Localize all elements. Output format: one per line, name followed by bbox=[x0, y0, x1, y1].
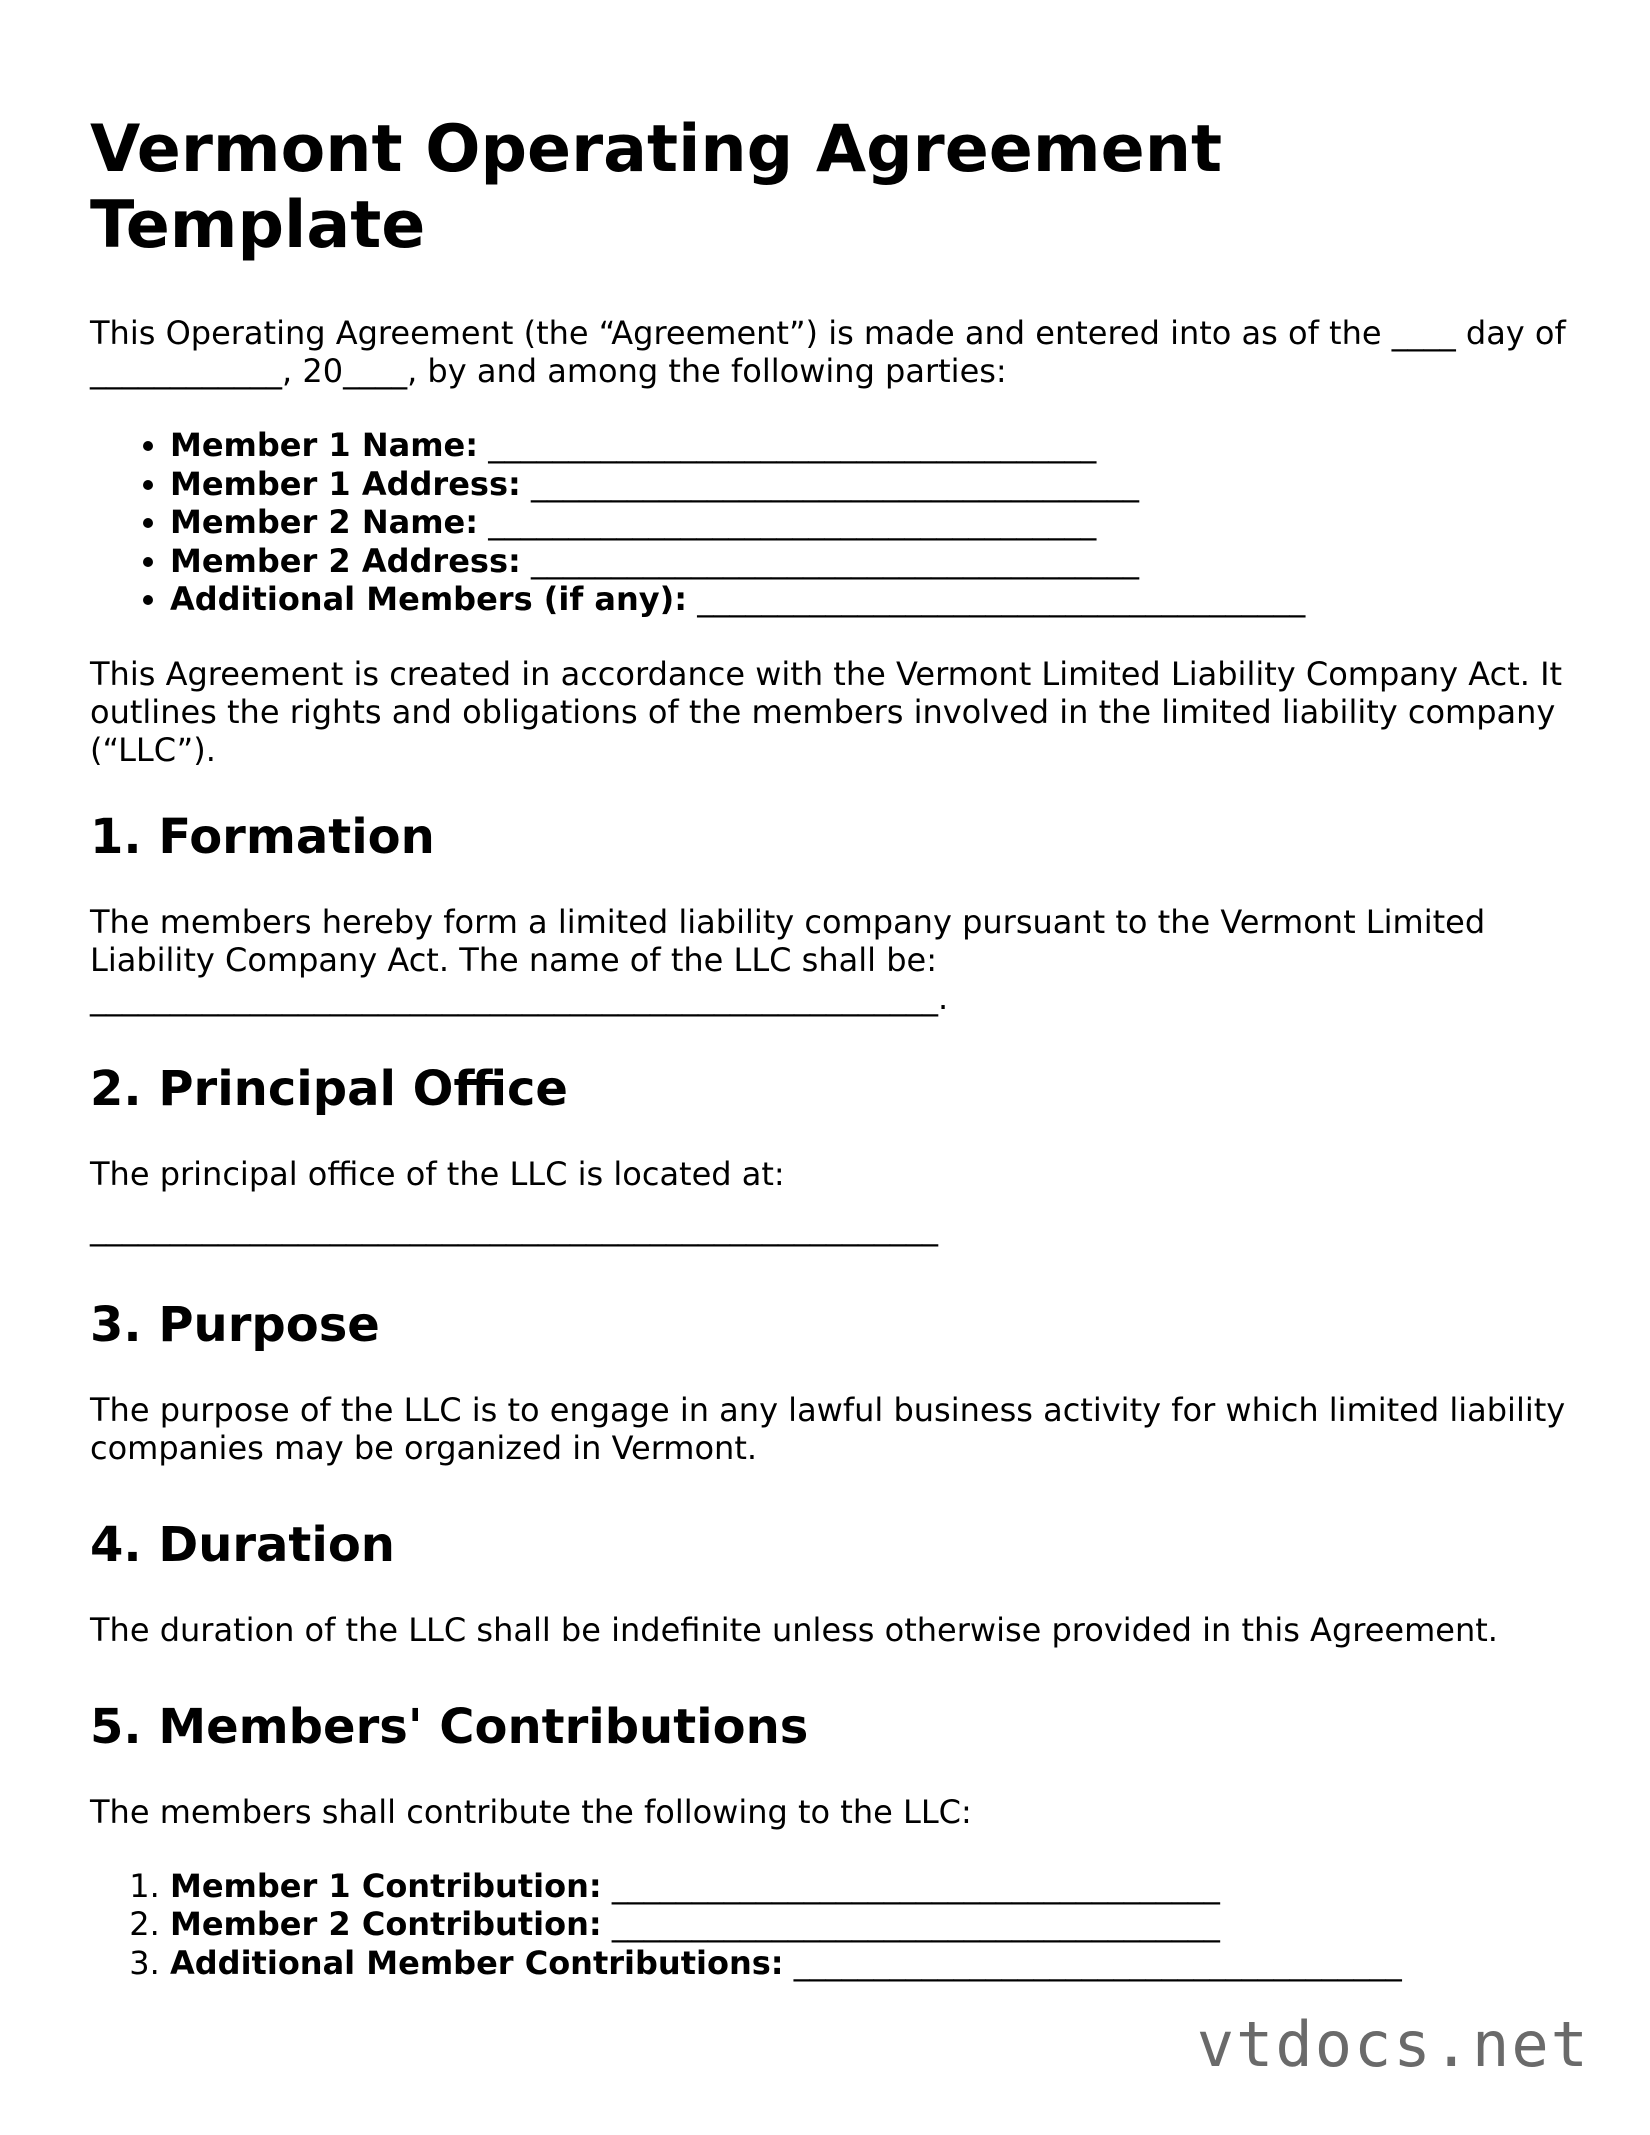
contributions-list bbox=[90, 1867, 1570, 1983]
party-label: Member 2 Name: bbox=[170, 503, 479, 541]
watermark: vtdocs.net bbox=[1196, 2008, 1590, 2081]
party-label: Member 1 Address: bbox=[170, 464, 521, 503]
list-item bbox=[170, 1867, 1570, 1906]
list-item bbox=[170, 503, 1570, 542]
formation-paragraph: The members hereby form a limited liability company pursuant to the Vermont Limited Liability Company Act. The name of the LLC shall be: _____________________________________________________. bbox=[90, 902, 1486, 1017]
section-heading-purpose: 3. Purpose bbox=[90, 1296, 380, 1353]
list-item bbox=[170, 465, 1570, 504]
party-blank: ______________________________________ bbox=[530, 541, 1139, 580]
contribution-blank: ______________________________________ bbox=[611, 1866, 1220, 1905]
party-blank: ______________________________________ bbox=[697, 580, 1306, 618]
document-page bbox=[90, 112, 1570, 2018]
document-title: Vermont Operating Agreement Template bbox=[90, 112, 1223, 263]
list-item bbox=[170, 542, 1570, 581]
section-heading-formation: 1. Formation bbox=[90, 808, 435, 865]
contributions-paragraph: The members shall contribute the following to the LLC: bbox=[90, 1792, 972, 1831]
office-paragraph: The principal office of the LLC is located at: bbox=[90, 1154, 785, 1193]
contribution-label: Additional Member Contributions: bbox=[170, 1943, 784, 1982]
section-heading-duration: 4. Duration bbox=[90, 1516, 395, 1573]
contribution-blank: ______________________________________ bbox=[611, 1905, 1220, 1943]
list-item bbox=[170, 580, 1570, 619]
party-blank: ______________________________________ bbox=[530, 464, 1139, 503]
party-label: Member 1 Name: bbox=[170, 426, 479, 464]
office-address-blank: _____________________________________________________ bbox=[90, 1208, 938, 1247]
statute-paragraph: This Agreement is created in accordance with the Vermont Limited Liability Company Act. It outlines the rights and obligations of the members involved in the limited liability company (“LLC”). bbox=[90, 654, 1563, 769]
contribution-label: Member 1 Contribution: bbox=[170, 1866, 602, 1905]
list-item bbox=[170, 1905, 1570, 1944]
list-item bbox=[170, 1944, 1570, 1983]
party-label: Additional Members (if any): bbox=[170, 580, 688, 618]
section-heading-contributions: 5. Members' Contributions bbox=[90, 1698, 809, 1755]
intro-paragraph: This Operating Agreement (the “Agreement”) is made and entered into as of the ____ day of ____________, 20____, by and among the following parties: bbox=[90, 314, 1566, 390]
duration-paragraph: The duration of the LLC shall be indefinite unless otherwise provided in this Agreement. bbox=[90, 1610, 1498, 1649]
party-label: Member 2 Address: bbox=[170, 541, 521, 580]
contribution-label: Member 2 Contribution: bbox=[170, 1905, 602, 1943]
party-blank: ______________________________________ bbox=[488, 426, 1097, 464]
purpose-paragraph: The purpose of the LLC is to engage in any lawful business activity for which limited liability companies may be organized in Vermont. bbox=[90, 1390, 1566, 1467]
party-blank: ______________________________________ bbox=[488, 503, 1097, 541]
parties-list bbox=[90, 426, 1570, 619]
list-item bbox=[170, 426, 1570, 465]
section-heading-office: 2. Principal Office bbox=[90, 1060, 568, 1117]
contribution-blank: ______________________________________ bbox=[793, 1943, 1402, 1982]
